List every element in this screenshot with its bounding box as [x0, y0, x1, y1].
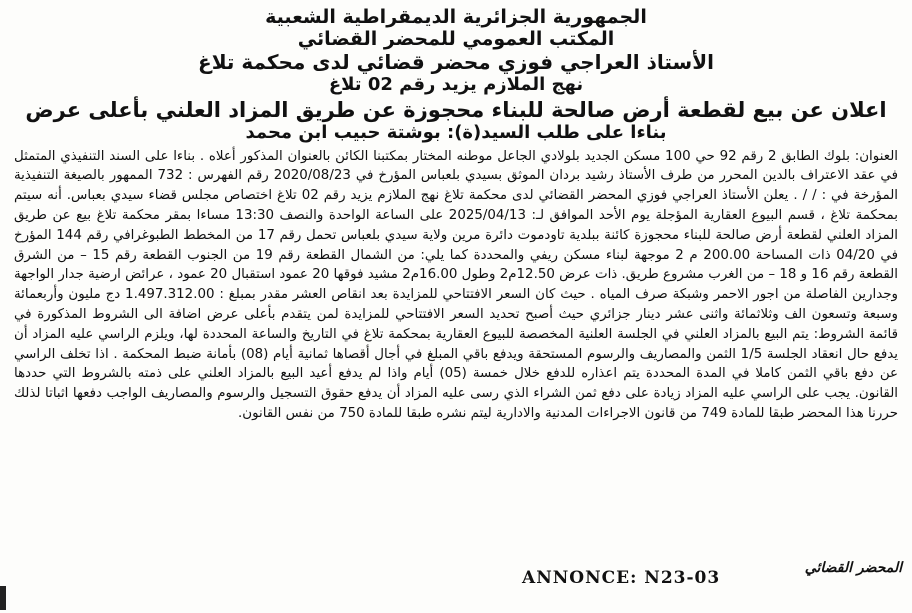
legal-notice — [8, 6, 904, 606]
annonce-reference: ANNONCE: N23-03 — [522, 568, 721, 588]
notice-body: العنوان: بلوك الطابق 2 رقم 92 حي 100 مسكن الجديد بلولادي الجاعل موطنه المختار بمكتبنا الكائن بالعنوان المذكور أعلاه . بناءا على السند التنفيذي المتمثل في عقد الاعتراف بالدين المحرر من طرف الأستاذ رشيد بردان الموثق بسيدي بلعباس المؤرخ في 2020/08/23 رقم الفهرس : 732 الممهور بالصيغة التنفيذية المؤرخة في : / / . يعلن الأستاذ العراجي فوزي المحضر القضائي لدى محكمة تلاغ نهج الملازم يزيد رقم 02 تلاغ اختصاص مجلس قضاء سيدي بعباس. أنه سيتم بمحكمة تلاغ ، قسم البيوع العقارية المؤجلة يوم الأحد الموافق لـ: 2025/04/13 على الساعة الواحدة والنصف 13:30 مساءا بمقر محكمة تلاغ بيع عن طريق المزاد العلني لقطعة أرض صالحة للبناء محجوزة كائنة ببلدية تاودموت دائرة مرين ولاية سيدي بلعباس تحمل رقم 17 من المخطط الطبوغرافي رقم 144 المؤرخ في 04/20 ذات المساحة 200.00 م 2 موجهة لبناء مسكن ريفي والمحددة كما يلي: من الشمال القطعة رقم 19 من الجنوب القطعة رقم 15 – من الشرق القطعة رقم 16 و 18 – من الغرب مشروع طريق. ذات عرض 12.50م2 وطول 16.00م2 مشيد فوقها 20 عمود استقبال 20 عمود ، عرائض ارضية جدار الواجهة وجدارين الفاصلة من اجور الاحمر وشبكة صرف المياه . حيث كان السعر الافتتاحي للمزايدة بعد انقاص العشر مقدر بمبلغ : 1.497.312.00 دج مليون وأربعمائة وسبعة وتسعون الف وثلاثمائة واثنى عشر دينار جزائري حيث أصبح تحديد السعر الافتتاحي للمزايدة لمن يتقدم بأعلى عرض اضافة الى الشروط المذكورة في قائمة الشروط: يتم البيع بالمزاد العلني في الجلسة العلنية المخصصة للبيوع العقارية بمحكمة تلاغ في التاريخ والساعة المحددة لها، ويلزم الراسي عليه المزاد أن يدفع حال انعقاد الجلسة 1/5 الثمن والمصاريف والرسوم المستحقة ويدفع باقي المبلغ في أجال أقصاها ثمانية أيام (08) بأمانة ضبط المحكمة . اذا تخلف الراسي عن دفع باقي الثمن كاملا في المدة المحددة يتم اعذاره للدفع خلال خمسة (05) أيام واذا لم يدفع أعيد البيع بالمزاد العلني على ذمته بالشروط التي حددها القانون. يجب على الراسي عليه المزاد زيادة على دفع ثمن الشراء الذي رسى عليه المزاد أن يدفع حقوق التسجيل والرسوم والمصاريف الواجب دفعها اثباتا لذلك حررنا هذا المحضر طبقا للمادة 749 من قانون الاجراءات المدنية والادارية ليتم نشره طبقا للمادة 750 من نفس القانون. — [14, 148, 899, 421]
header-bailiff: الأستاذ العراجي فوزي محضر قضائي لدى محكمة تلاغ — [198, 49, 714, 74]
notice-title: اعلان عن بيع لقطعة أرض صالحة للبناء محجوزة عن طريق المزاد العلني بأعلى عرض — [25, 97, 887, 122]
signature: المحضر القضائي — [804, 560, 902, 576]
edge-mark — [0, 586, 6, 610]
header-office: المكتب العمومي للمحضر القضائي — [297, 28, 615, 51]
header-address: نهج الملازم يزيد رقم 02 تلاغ — [328, 74, 584, 96]
notice-requester: بناءا على طلب السيد(ة): بوشتة حبيب ابن محمد — [245, 122, 667, 144]
header-republic: الجمهورية الجزائرية الديمقراطية الشعبية — [265, 6, 647, 28]
